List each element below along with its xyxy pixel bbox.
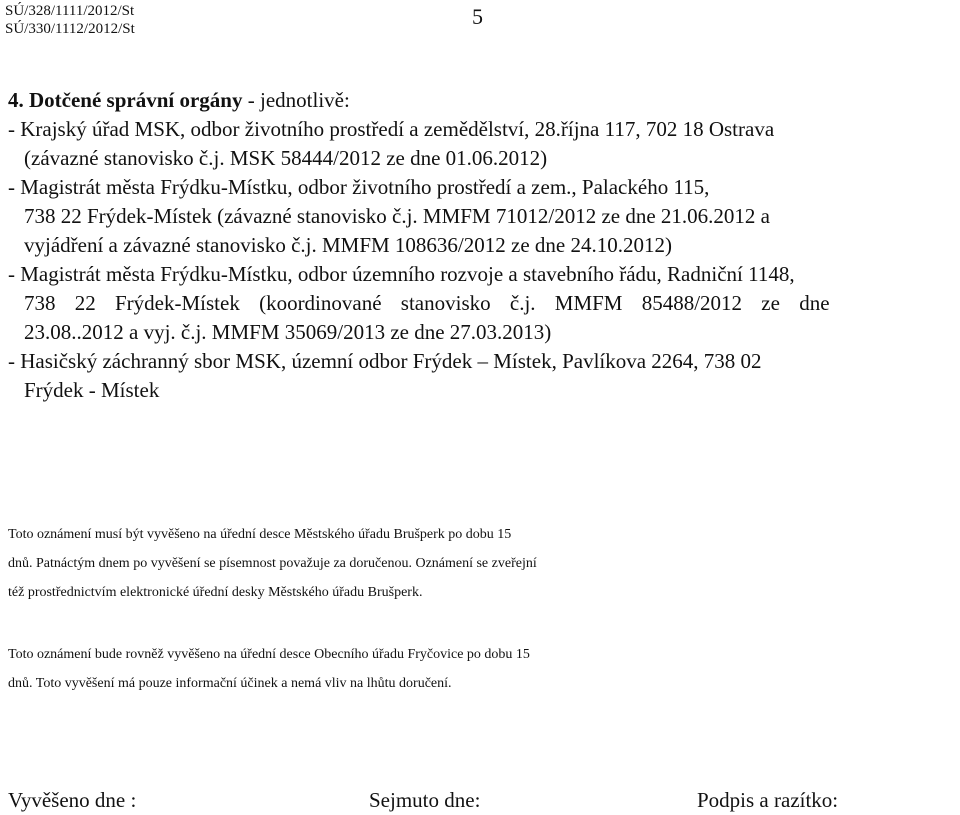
authority-line-8: 23.08..2012 a vyj. č.j. MMFM 35069/2013 ze dne 27.03.2013) [24,320,552,344]
authority-line-10: Frýdek - Místek [24,378,160,402]
authority-line-5: vyjádření a závazné stanovisko č.j. MMFM 108636/2012 ze dne 24.10.2012) [24,233,672,257]
authority-line-4: 738 22 Frýdek-Místek (závazné stanovisko č.j. MMFM 71012/2012 ze dne 21.06.2012 a [24,204,770,228]
notice-2-line-1: Toto oznámení bude rovněž vyvěšeno na úřední desce Obecního úřadu Fryčovice po dobu 15 [8,647,530,662]
authority-line-3: - Magistrát města Frýdku-Místku, odbor životního prostředí a zem., Palackého 115, [8,175,710,199]
authority-line-2: (závazné stanovisko č.j. MSK 58444/2012 ze dne 01.06.2012) [24,146,548,170]
reference-number-1: SÚ/328/1111/2012/St [5,3,135,19]
authority-line-6: - Magistrát města Frýdku-Místku, odbor územního rozvoje a stavebního řádu, Radniční 1148, [8,262,795,286]
reference-number-2: SÚ/330/1112/2012/St [5,21,135,37]
notice-paragraph-2 [8,640,954,698]
section-title-rest: - jednotlivě: [242,88,350,112]
authority-line-1: - Krajský úřad MSK, odbor životního prostředí a zemědělství, 28.října 117, 702 18 Ostrava [8,117,775,141]
posted-date-label: Vyvěšeno dne : [8,788,137,812]
signature-stamp-label: Podpis a razítko: [697,788,839,812]
removed-date-label: Sejmuto dne: [369,788,481,812]
notice-1-line-3: též prostřednictvím elektronické úřední desky Městského úřadu Brušperk. [8,585,423,600]
authority-line-7: 738 22 Frýdek-Místek (koordinované stanovisko č.j. MMFM 85488/2012 ze dne [24,291,830,315]
document-header [5,2,135,38]
section-title [8,86,350,115]
notice-2-line-2: dnů. Toto vyvěšení má pouze informační účinek a nemá vliv na lhůtu doručení. [8,676,452,691]
notice-1-line-1: Toto oznámení musí být vyvěšeno na úřední desce Městského úřadu Brušperk po dobu 15 [8,527,512,542]
notice-paragraph-1 [8,520,954,607]
authority-line-9: - Hasičský záchranný sbor MSK, územní odbor Frýdek – Místek, Pavlíkova 2264, 738 02 [8,349,762,373]
section-title-bold: 4. Dotčené správní orgány [8,88,243,112]
notice-1-line-2: dnů. Patnáctým dnem po vyvěšení se písemnost považuje za doručenou. Oznámení se zveřejní [8,556,537,571]
page-number: 5 [472,4,483,29]
